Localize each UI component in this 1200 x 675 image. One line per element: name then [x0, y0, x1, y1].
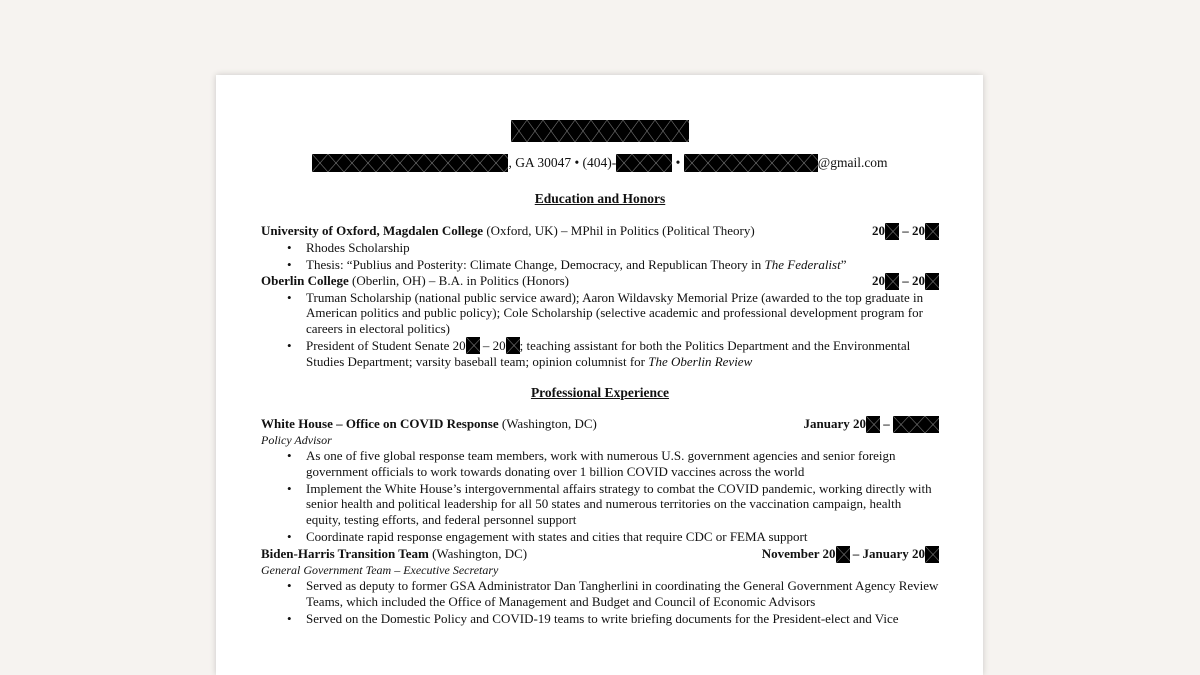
- entry-bullets: [261, 578, 939, 626]
- experience-entry-white-house: [261, 416, 939, 546]
- entry-org: Biden-Harris Transition Team: [261, 546, 429, 561]
- entry-role: Policy Advisor: [261, 432, 332, 447]
- section-title-education: Education and Honors: [534, 191, 666, 206]
- redacted-year: [466, 337, 480, 354]
- list-item: • Served as deputy to former GSA Administrator Dan Tangherlini in coordinating the General Government Agency Review Teams, which included the Office of Management and Budget and Council of Economic Advisors: [306, 578, 939, 609]
- list-item: • Implement the White House’s intergovernmental affairs strategy to combat the COVID pandemic, working directly with senior health and political leadership for all 50 states and numerous territories on the vaccination campaign, health equity, testing efforts, and federal personnel support: [306, 481, 939, 528]
- list-item: • President of Student Senate 20 – 20 ; teaching assistant for both the Politics Department and the Environmental Studies Department; varsity baseball team; opinion columnist for The Oberlin Review: [306, 338, 939, 370]
- entry-org: Oberlin College: [261, 273, 349, 288]
- section-title-experience: Professional Experience: [530, 385, 670, 400]
- entry-header: [261, 223, 939, 240]
- entry-bullets: [261, 448, 939, 545]
- experience-entry-transition: [261, 546, 939, 628]
- list-item: • Truman Scholarship (national public service award); Aaron Wildavsky Memorial Prize (awarded to the top graduate in American politics and public policy); Cole Scholarship (selective academic and professional development program for careers in electoral politics): [306, 290, 939, 337]
- contact-email-suffix: @gmail.com: [817, 155, 888, 170]
- education-entry-oberlin: [261, 273, 939, 372]
- entry-org: White House – Office on COVID Response: [261, 416, 499, 431]
- entry-bullets: [261, 240, 939, 273]
- redacted-year: [885, 273, 899, 290]
- list-item: • Coordinate rapid response engagement with states and cities that require CDC or FEMA support: [306, 529, 939, 545]
- entry-detail: (Washington, DC): [498, 416, 597, 431]
- redacted-year: [925, 546, 939, 563]
- entry-bullets: [261, 290, 939, 370]
- list-item: • Rhodes Scholarship: [306, 240, 939, 256]
- redacted-year: [866, 416, 880, 433]
- entry-header: [261, 546, 939, 563]
- redacted-email: [684, 154, 818, 172]
- redacted-date: [893, 416, 939, 433]
- entry-detail: (Oberlin, OH) – B.A. in Politics (Honors): [348, 273, 570, 288]
- name-line: [261, 120, 939, 142]
- entry-date: January 20 –: [804, 416, 939, 433]
- list-item: • Served on the Domestic Policy and COVID-19 teams to write briefing documents for the President-elect and Vice: [306, 611, 939, 627]
- entry-date: 20 – 20: [872, 223, 939, 240]
- contact-line: [261, 155, 939, 172]
- list-item: • Thesis: “Publius and Posterity: Climate Change, Democracy, and Republican Theory in The Federalist”: [306, 257, 939, 273]
- entry-header: [261, 273, 939, 290]
- redacted-year: [885, 223, 899, 240]
- redacted-phone: [616, 154, 672, 172]
- entry-date: November 20 – January 20: [762, 546, 939, 563]
- entry-role: General Government Team – Executive Secretary: [261, 562, 499, 577]
- entry-detail: (Washington, DC): [428, 546, 528, 561]
- redacted-address: [312, 154, 508, 172]
- education-entry-oxford: [261, 223, 939, 274]
- contact-separator: •: [672, 155, 684, 170]
- redacted-year: [836, 546, 850, 563]
- resume-page: [216, 75, 983, 675]
- entry-detail: (Oxford, UK) – MPhil in Politics (Political Theory): [483, 223, 755, 238]
- redacted-name: [511, 120, 689, 142]
- entry-date: 20 – 20: [872, 273, 939, 290]
- entry-header: [261, 416, 939, 433]
- redacted-year: [925, 273, 939, 290]
- redacted-year: [925, 223, 939, 240]
- contact-zip-phone: , GA 30047 • (404)-: [508, 155, 617, 170]
- entry-org: University of Oxford, Magdalen College: [261, 223, 484, 238]
- redacted-year: [506, 337, 520, 354]
- list-item: • As one of five global response team members, work with numerous U.S. government agencies and senior foreign government officials to work towards donating over 1 billion COVID vaccines across the world: [306, 448, 939, 479]
